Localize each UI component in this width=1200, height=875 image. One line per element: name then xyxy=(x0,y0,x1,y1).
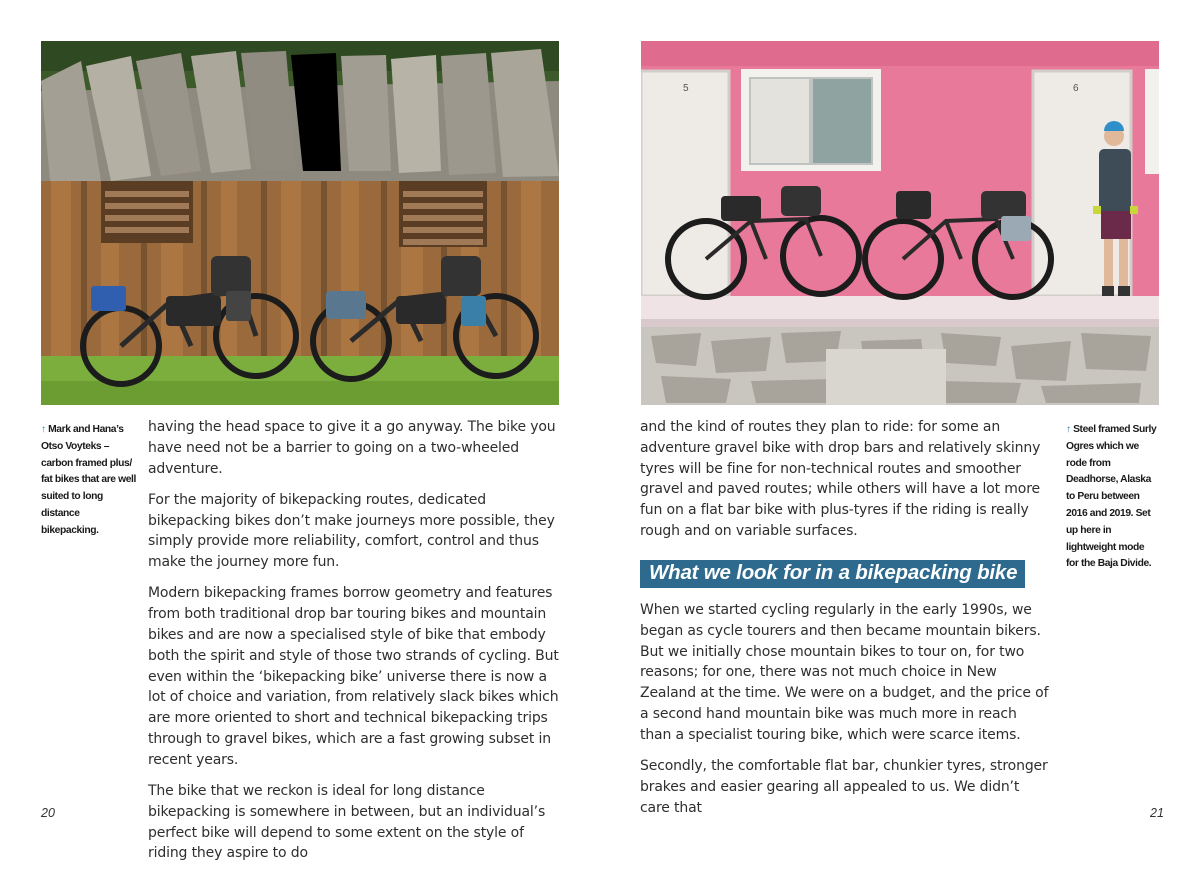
wooden-shed-bikes-photo xyxy=(41,41,559,405)
section-heading: What we look for in a bikepacking bike xyxy=(640,560,1025,588)
paragraph: The bike that we reckon is ideal for long distance bikepacking is somewhere in between, but an individual’s perfect bike will depend to some extent on the style of riding they aspire to do xyxy=(148,782,546,862)
caption-up-arrow-icon: ↑ xyxy=(41,424,46,435)
paragraph: and the kind of routes they plan to ride: for some an adventure gravel bike with drop bars and relatively skinny tyres will be fine for non-technical routes and smoother gravel and paved routes; while others will have a lot more fun on a flat bar bike with plus-tyres if the riding is really rough and on variable surfaces. xyxy=(640,419,1041,539)
right-page xyxy=(600,0,1200,851)
page-number-left: 20 xyxy=(41,806,55,820)
caption-text: Steel framed Surly Ogres which we rode from Deadhorse, Alaska to Peru between 2016 and 2019. Set up here in lightweight mode for the Baja Divide. xyxy=(1066,424,1157,570)
door-number-6: 6 xyxy=(1073,83,1079,94)
left-photo-caption xyxy=(41,422,137,540)
paragraph: Secondly, the comfortable flat bar, chunkier tyres, stronger brakes and easier gearing all appealed to us. We didn’t care that xyxy=(640,757,1048,816)
caption-text: Mark and Hana’s Otso Voyteks – carbon framed plus/ fat bikes that are well suited to long distance bikepacking. xyxy=(41,424,136,536)
paragraph: having the head space to give it a go anyway. The bike you have need not be a barrier to going on a two-wheeled adventure. xyxy=(148,419,556,477)
paragraph: For the majority of bikepacking routes, dedicated bikepacking bikes don’t make journeys more possible, they simply provide more reliability, comfort, control and thus make the journey more fun. xyxy=(148,491,555,571)
pink-motel-bikes-photo xyxy=(641,41,1159,405)
caption-up-arrow-icon: ↑ xyxy=(1066,424,1071,435)
left-body-text xyxy=(148,417,560,875)
right-body-text xyxy=(640,417,1052,829)
paragraph: When we started cycling regularly in the early 1990s, we began as cycle tourers and then became mountain bikers. But we initially chose mountain bikes to tour on, for two reasons; for one, there was not much choice in New Zealand at the time. We were on a budget, and the price of a second hand mountain bike was much more in reach than a specialist touring bike, which were scarce items. xyxy=(640,601,1049,743)
page-number-right: 21 xyxy=(1150,806,1164,820)
door-number-5: 5 xyxy=(683,83,689,94)
right-photo-caption xyxy=(1066,422,1158,573)
paragraph: Modern bikepacking frames borrow geometry and features from both traditional drop bar touring bikes and mountain bikes and are now a specialised style of bike that embody both the spirit and style of those two strands of cycling. But even within the ‘bikepacking bike’ universe there is now a lot of choice and variation, from relatively slack bikes which are more oriented to short and technical bikepacking trips through to gravel bikes, which are a fast growing subset in recent years. xyxy=(148,585,559,768)
left-page xyxy=(0,0,600,862)
